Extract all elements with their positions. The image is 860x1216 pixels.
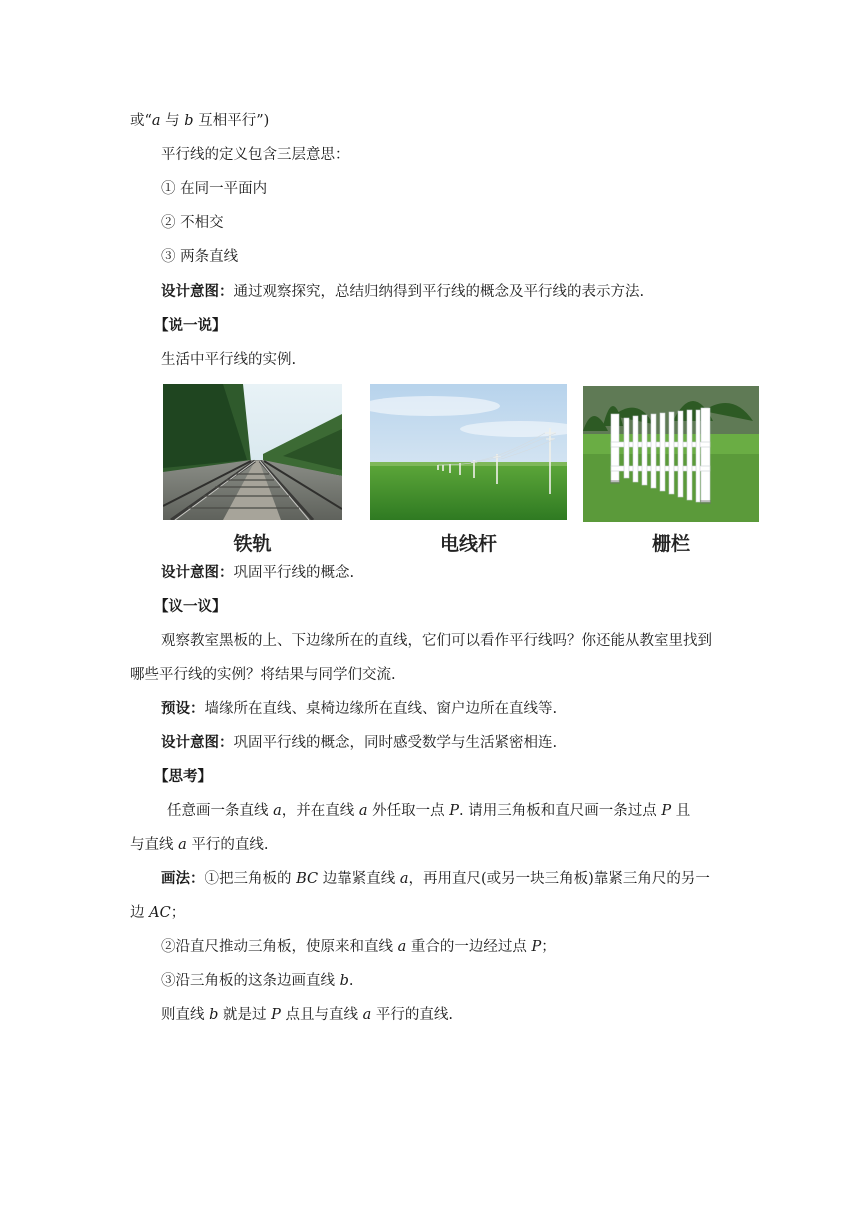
text-fragment: 则直线	[161, 1007, 210, 1023]
var-bc: BC	[296, 871, 319, 887]
text-fragment: ①把三角板的	[204, 871, 297, 887]
method-step2	[161, 937, 556, 957]
method-step3	[161, 971, 354, 991]
text-fragment: 平行的直线.	[186, 837, 269, 853]
power-poles-photo-svg	[370, 384, 567, 520]
paragraph-parallel-notation	[130, 111, 269, 131]
var-b: b	[184, 113, 194, 129]
heading-text: 【说一说】	[154, 317, 227, 334]
method-step1-line2	[130, 903, 185, 923]
railway-track-photo	[163, 384, 342, 520]
fence-photo	[583, 386, 759, 522]
var-a: a	[397, 939, 407, 955]
design-intent-text: 巩固平行线的概念，同时感受数学与生活紧密相连.	[233, 735, 558, 751]
text-fragment: 或“	[130, 113, 152, 129]
paragraph-thinking-line2	[130, 835, 268, 855]
paragraph-definition-intro: 平行线的定义包含三层意思：	[161, 147, 350, 163]
var-b: b	[209, 1007, 219, 1023]
heading-text: 【议一议】	[154, 598, 227, 615]
text-fragment: ；	[541, 939, 556, 955]
heading-thinking	[154, 767, 212, 787]
var-a: a	[362, 1007, 372, 1023]
preset-answer	[161, 699, 557, 719]
figure-caption: 电线杆	[439, 533, 497, 555]
text-fragment: .	[348, 973, 354, 989]
var-p: P	[531, 939, 542, 955]
text-fragment: 与直线	[130, 837, 179, 853]
preset-text: 墙缘所在直线、桌椅边缘所在直线、窗户边所在直线等.	[204, 701, 558, 717]
list-item: ③ 两条直线	[161, 249, 239, 265]
design-intent-label: 设计意图：	[161, 734, 234, 751]
text-fragment: ②沿直尺推动三角板，使原来和直线	[161, 939, 398, 955]
paragraph-examples: 生活中平行线的实例.	[161, 352, 297, 368]
var-a: a	[151, 113, 161, 129]
var-p: P	[449, 803, 460, 819]
fence-photo-svg	[583, 386, 759, 522]
text-fragment: ，再用直尺(或另一块三角板)靠紧三角尺的另一	[408, 871, 710, 887]
paragraph-thinking-line1	[167, 801, 690, 821]
list-item: ① 在同一平面内	[161, 181, 268, 197]
text-fragment: 边靠紧直线	[318, 871, 400, 887]
var-p: P	[271, 1007, 281, 1023]
preset-label: 预设：	[161, 700, 205, 717]
var-ac: AC	[149, 905, 171, 921]
design-intent-1	[161, 282, 644, 302]
text-fragment: 外任取一点	[367, 803, 450, 819]
text-fragment: 就是过	[218, 1007, 272, 1023]
text-fragment: 重合的一边经过点	[406, 939, 532, 955]
var-a: a	[273, 803, 282, 819]
conclusion	[161, 1005, 453, 1025]
figure-caption: 栅栏	[651, 533, 690, 555]
heading-yi-yi-yi	[154, 597, 227, 617]
var-p: P	[661, 803, 672, 819]
method-label: 画法：	[161, 870, 205, 887]
list-item: ② 不相交	[161, 215, 224, 231]
design-intent-2	[161, 563, 354, 583]
design-intent-label: 设计意图：	[161, 283, 234, 300]
design-intent-3	[161, 733, 557, 753]
design-intent-label: 设计意图：	[161, 564, 234, 581]
design-intent-text: 巩固平行线的概念.	[233, 565, 355, 581]
text-fragment: 平行的直线.	[371, 1007, 453, 1023]
figure-caption: 铁轨	[233, 533, 272, 555]
var-a: a	[178, 837, 187, 853]
text-fragment: 点且与直线	[280, 1007, 363, 1023]
var-a: a	[399, 871, 409, 887]
text-fragment: 且	[671, 803, 691, 819]
text-fragment: ；	[170, 905, 186, 921]
text-fragment: 与	[160, 113, 185, 129]
heading-shuo-yi-shuo	[154, 316, 227, 336]
text-fragment: ③沿三角板的这条边画直线	[161, 973, 340, 989]
text-fragment: 互相平行”)	[193, 113, 270, 129]
power-poles-photo	[370, 384, 567, 520]
text-fragment: . 请用三角板和直尺画一条过点	[459, 803, 662, 819]
var-a: a	[358, 803, 368, 819]
design-intent-text: 通过观察探究，总结归纳得到平行线的概念及平行线的表示方法.	[233, 284, 645, 300]
railway-track-photo-svg	[163, 384, 342, 520]
text-fragment: 任意画一条直线	[167, 803, 274, 819]
method-step1-line1	[161, 869, 710, 889]
text-fragment: ，并在直线	[281, 803, 359, 819]
heading-text: 【思考】	[154, 768, 212, 785]
paragraph-discussion-line1: 观察教室黑板的上、下边缘所在的直线，它们可以看作平行线吗？你还能从教室里找到	[161, 633, 712, 649]
paragraph-discussion-line2: 哪些平行线的实例？将结果与同学们交流.	[130, 667, 396, 683]
var-b: b	[339, 973, 349, 989]
text-fragment: 边	[130, 905, 150, 921]
